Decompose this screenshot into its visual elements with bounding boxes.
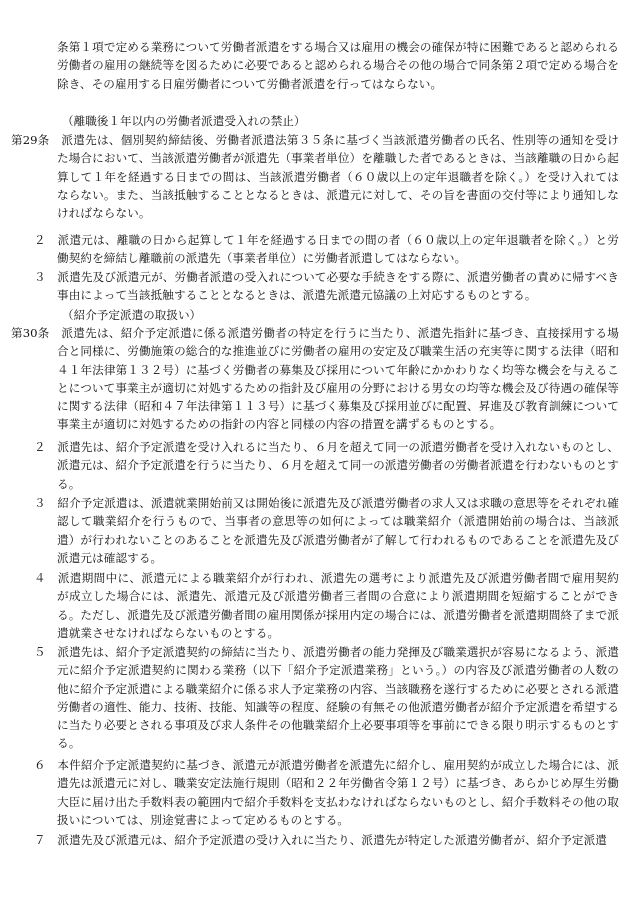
article-30-paragraph-3: ３ 紹介予定派遣は、派遣就業開始前又は開始後に派遣先及び派遣労働者の求人又は求職の意思等をそれぞれ確認して職業紹介を行うもので、当事者の意思等の如何によっては職業紹介（派遣開始前の場合は、当該派遣）が行われないことのあることを派遣先及び派遣労働者が了解して行われるものであることを派遣先及び派遣元は確認する。 xyxy=(34,496,619,565)
article-29-label: 第29条 xyxy=(11,133,50,147)
article-30-paragraph-6: ６ 本件紹介予定派遣契約に基づき、派遣元が派遣労働者を派遣先に紹介し、雇用契約が成立した場合には、派遣先は派遣元に対し、職業安定法施行規則（昭和２２年労働省令第１２号）に基づき、あらかじめ厚生労働大臣に届け出た手数料表の範囲内で紹介手数料を支払わなければならないものとし、紹介手数料その他の取扱いについては、別途覚書によって定めるものとする。 xyxy=(34,758,619,827)
continuation-paragraph: 条第１項で定める業務について労働者派遣をする場合又は雇用の機会の確保が特に困難であると認められる労働者の雇用の継続等を図るために必要であると認められる場合その他の場合で同条第２項で定める場合を除き、その雇用する日雇労働者について労働者派遣を行ってはならない。 xyxy=(57,40,619,91)
article-30-paragraph-4: ４ 派遣期間中に、派遣元による職業紹介が行われ、派遣先の選考により派遣先及び派遣労働者間で雇用契約が成立した場合には、派遣先、派遣元及び派遣労働者三者間の合意により派遣期間を短縮することができる。ただし、派遣先及び派遣労働者間の雇用関係が採用内定の場合には、派遣労働者を派遣期間終了まで派遣就業させなければならないものとする。 xyxy=(34,571,619,640)
article-30 xyxy=(11,324,619,434)
article-30-label: 第30条 xyxy=(11,326,50,340)
article-30-paragraph-7: ７ 派遣先及び派遣元は、紹介予定派遣の受け入れに当たり、派遣先が特定した派遣労働者が、紹介予定派遣 xyxy=(34,833,607,847)
article-30-paragraph-5: ５ 派遣先は、紹介予定派遣契約の締結に当たり、派遣労働者の能力発揮及び職業選択が容易になるよう、派遣元に紹介予定派遣契約に関わる業務（以下「紹介予定派遣業務」という。）の内容及び派遣労働者の人数の他に紹介予定派遣による職業紹介に係る求人予定業務の内容、当該職務を遂行するために必要とされる派遣労働者の適性、能力、技術、技能、知識等の程度、経験の有無その他派遣労働者が紹介予定派遣を希望するに当たり必要とされる事項及び求人条件その他職業紹介上必要事項等を事前にできる限り明示するものとする。 xyxy=(34,645,619,751)
article-29-paragraph-2: ２ 派遣元は、離職の日から起算して１年を経過する日までの間の者（６０歳以上の定年退職者を除く。）と労働契約を締結し離職前の派遣先（事業者単位）に労働者派遣してはならない。 xyxy=(34,233,619,266)
article-29 xyxy=(11,131,619,222)
article-30-text: 派遣先は、紹介予定派遣に係る派遣労働者の特定を行うに当たり、派遣先指針に基づき、直接採用する場合と同様に、労働施策の総合的な推進並びに労働者の雇用の安定及び職業生活の充実等に関する法律（昭和４１年法律第１３２号）に基づく労働者の募集及び採用について年齢にかかわりなく均等な機会を与えることについて事業主が適切に対処するための指針及び雇用の分野における男女の均等な機会及び待遇の確保等に関する法律（昭和４７年法律第１１３号）に基づく募集及び採用並びに配置、昇進及び教育訓練について事業主が適切に対処するための指針の内容と同様の内容の措置を講ずるものとする。 xyxy=(57,326,619,432)
article-29-text: 派遣先は、個別契約締結後、労働者派遣法第３５条に基づく当該派遣労働者の氏名、性別等の通知を受けた場合において、当該派遣労働者が派遣先（事業者単位）を離職した者であるときは、当該離職の日から起算して１年を経過する日までの間は、当該派遣労働者（６０歳以上の定年退職者を除く。）を受け入れてはならない。また、当該抵触することとなるときは、派遣元に対して、その旨を書面の交付等により通知しなければならない。 xyxy=(57,133,619,221)
article-29-heading: （離職後１年以内の労働者派遣受入れの禁止） xyxy=(62,114,306,128)
article-30-heading: （紹介予定派遣の取扱い） xyxy=(62,308,202,322)
article-29-paragraph-3: ３ 派遣先及び派遣元が、労働者派遣の受入れについて必要な手続きをする際に、派遣労働者の責めに帰すべき事由によって当該抵触することとなるときは、派遣先派遣元協議の上対応するものとする。 xyxy=(34,270,619,303)
article-30-paragraph-2: ２ 派遣先は、紹介予定派遣を受け入れるに当たり、６月を超えて同一の派遣労働者を受け入れないものとし、派遣元は、紹介予定派遣を行うに当たり、６月を超えて同一の派遣労働者の労働者派遣を行わないものとする。 xyxy=(34,440,619,491)
